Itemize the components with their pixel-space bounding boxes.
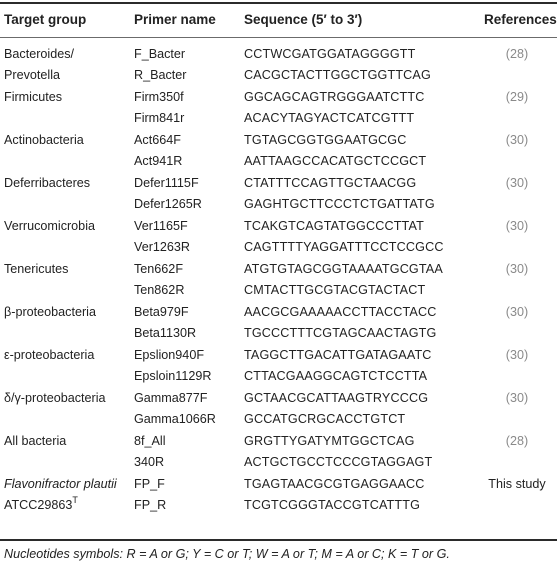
table-body bbox=[0, 44, 557, 530]
cell-sequence: GCTAACGCATTAAGTRYCCCG bbox=[244, 391, 429, 405]
cell-target-group: Prevotella bbox=[4, 68, 61, 82]
cell-target-group: Verrucomicrobia bbox=[4, 219, 95, 233]
cell-sequence: TAGGCTTGACATTGATAGAATC bbox=[244, 348, 432, 362]
cell-target-group: Actinobacteria bbox=[4, 133, 84, 147]
reference-link[interactable]: (30) bbox=[505, 176, 529, 190]
cell-sequence: CCTWCGATGGATAGGGGTT bbox=[244, 47, 416, 61]
cell-sequence: CMTACTTGCGTACGTACTACT bbox=[244, 283, 426, 297]
table-bottom-rule bbox=[0, 539, 557, 541]
cell-primer-name: Defer1115F bbox=[134, 176, 199, 190]
table-header bbox=[0, 3, 557, 37]
cell-sequence: CTATTTCCAGTTGCTAACGG bbox=[244, 176, 417, 190]
cell-primer-name: Firm841r bbox=[134, 111, 185, 125]
table-row-line bbox=[0, 108, 557, 129]
cell-sequence: GAGHTGCTTCCCTCTGATTATG bbox=[244, 197, 435, 211]
cell-target-superscript: T bbox=[72, 495, 78, 505]
cell-target-group: ε-proteobacteria bbox=[4, 348, 95, 362]
reference-link[interactable]: (28) bbox=[505, 434, 529, 448]
table-row-line bbox=[0, 87, 557, 108]
cell-target-group: Deferribacteres bbox=[4, 176, 91, 190]
cell-target-group: δ/γ-proteobacteria bbox=[4, 391, 106, 405]
table-row bbox=[0, 44, 557, 87]
table-row-line bbox=[0, 345, 557, 366]
cell-primer-name: Firm350f bbox=[134, 90, 184, 104]
table-row-line bbox=[0, 130, 557, 151]
reference-link[interactable]: (29) bbox=[505, 90, 529, 104]
table-row-line bbox=[0, 194, 557, 215]
cell-sequence: TGTAGCGGTGGAATGCGC bbox=[244, 133, 407, 147]
cell-primer-name: 340R bbox=[134, 455, 165, 469]
table-header-rule bbox=[0, 37, 557, 38]
cell-primer-name: 8f_All bbox=[134, 434, 166, 448]
cell-sequence: GRGTTYGATYMTGGCTCAG bbox=[244, 434, 415, 448]
cell-sequence: ACTGCTGCCTCCCGTAGGAGT bbox=[244, 455, 433, 469]
reference-link[interactable]: (30) bbox=[505, 219, 529, 233]
cell-sequence: TGCCCTTTCGTAGCAACTAGTG bbox=[244, 326, 437, 340]
table-row-line bbox=[0, 280, 557, 301]
table-row-line bbox=[0, 302, 557, 323]
cell-primer-name: Ver1263R bbox=[134, 240, 191, 254]
cell-primer-name: Act941R bbox=[134, 154, 183, 168]
cell-sequence: TCAKGTCAGTATGGCCCTTAT bbox=[244, 219, 424, 233]
table-row-line bbox=[0, 259, 557, 280]
header-target-group: Target group bbox=[4, 12, 87, 27]
header-references: References bbox=[484, 12, 557, 27]
cell-primer-name: R_Bacter bbox=[134, 68, 187, 82]
cell-sequence: CACGCTACTTGGCTGGTTCAG bbox=[244, 68, 431, 82]
table-row-line bbox=[0, 216, 557, 237]
cell-primer-name: Defer1265R bbox=[134, 197, 202, 211]
table-row-line bbox=[0, 409, 557, 430]
table-row bbox=[0, 388, 557, 431]
table-row bbox=[0, 173, 557, 216]
table-row bbox=[0, 345, 557, 388]
table-row-line bbox=[0, 65, 557, 86]
table-row bbox=[0, 302, 557, 345]
cell-primer-name: Act664F bbox=[134, 133, 181, 147]
cell-target-group: Tenericutes bbox=[4, 262, 69, 276]
cell-primer-name: FP_R bbox=[134, 498, 167, 512]
cell-sequence: AACGCGAAAAACCTTACCTACC bbox=[244, 305, 437, 319]
cell-primer-name: Epsloin1129R bbox=[134, 369, 212, 383]
table-row bbox=[0, 87, 557, 130]
table-row bbox=[0, 130, 557, 173]
cell-primer-name: Ten862R bbox=[134, 283, 185, 297]
cell-target-group: Flavonifractor plautii bbox=[4, 477, 117, 491]
cell-primer-name: Gamma877F bbox=[134, 391, 208, 405]
cell-sequence: GCCATGCRGCACCTGTCT bbox=[244, 412, 406, 426]
table-row-line bbox=[0, 173, 557, 194]
table-row-line bbox=[0, 431, 557, 452]
cell-target-group: Bacteroides/ bbox=[4, 47, 75, 61]
cell-target-group: β-proteobacteria bbox=[4, 305, 96, 319]
cell-primer-name: Gamma1066R bbox=[134, 412, 216, 426]
cell-primer-name: Ver1165F bbox=[134, 219, 188, 233]
table-row-line bbox=[0, 237, 557, 258]
cell-target-group: $ATCC29863^T$ bbox=[4, 495, 78, 512]
reference-link[interactable]: (30) bbox=[505, 262, 529, 276]
cell-sequence: ATGTGTAGCGGTAAAATGCGTAA bbox=[244, 262, 443, 276]
cell-primer-name: F_Bacter bbox=[134, 47, 186, 61]
cell-target-group: Firmicutes bbox=[4, 90, 63, 104]
cell-primer-name: Beta979F bbox=[134, 305, 189, 319]
table-row-line bbox=[0, 366, 557, 387]
header-primer-name: Primer name bbox=[134, 12, 216, 27]
table-footnote: Nucleotides symbols: R = A or G; Y = C or T; W = A or T; M = A or C; K = T or G. bbox=[4, 547, 450, 561]
cell-sequence: CTTACGAAGGCAGTCTCCTTA bbox=[244, 369, 428, 383]
header-sequence: Sequence (5′ to 3′) bbox=[244, 12, 363, 27]
table-row bbox=[0, 259, 557, 302]
cell-primer-name: Epslion940F bbox=[134, 348, 205, 362]
reference-link[interactable]: (30) bbox=[505, 133, 529, 147]
table-row-line bbox=[0, 323, 557, 344]
cell-sequence: CAGTTTTYAGGATTTCCTCCGCC bbox=[244, 240, 444, 254]
table-row bbox=[0, 431, 557, 474]
reference-link[interactable]: (30) bbox=[505, 305, 529, 319]
table-row bbox=[0, 216, 557, 259]
table-row-line bbox=[0, 495, 557, 516]
cell-reference: This study bbox=[488, 477, 546, 491]
reference-link[interactable]: (30) bbox=[505, 348, 529, 362]
cell-sequence: AATTAAGCCACATGCTCCGCT bbox=[244, 154, 427, 168]
reference-link[interactable]: (28) bbox=[505, 47, 529, 61]
table-row-line bbox=[0, 452, 557, 473]
cell-sequence: TCGTCGGGTACCGTCATTTG bbox=[244, 498, 421, 512]
cell-sequence: GGCAGCAGTRGGGAATCTTC bbox=[244, 90, 425, 104]
cell-primer-name: Ten662F bbox=[134, 262, 184, 276]
cell-target-group: All bacteria bbox=[4, 434, 67, 448]
table-row bbox=[0, 474, 557, 530]
table-row-line bbox=[0, 44, 557, 65]
table-row-line bbox=[0, 151, 557, 172]
cell-sequence: TGAGTAACGCGTGAGGAACC bbox=[244, 477, 425, 491]
table-row-line bbox=[0, 474, 557, 495]
cell-sequence: ACACYTAGYACTCATCGTTT bbox=[244, 111, 415, 125]
cell-primer-name: Beta1130R bbox=[134, 326, 197, 340]
reference-link[interactable]: (30) bbox=[505, 391, 529, 405]
cell-primer-name: FP_F bbox=[134, 477, 165, 491]
table-row-line bbox=[0, 388, 557, 409]
